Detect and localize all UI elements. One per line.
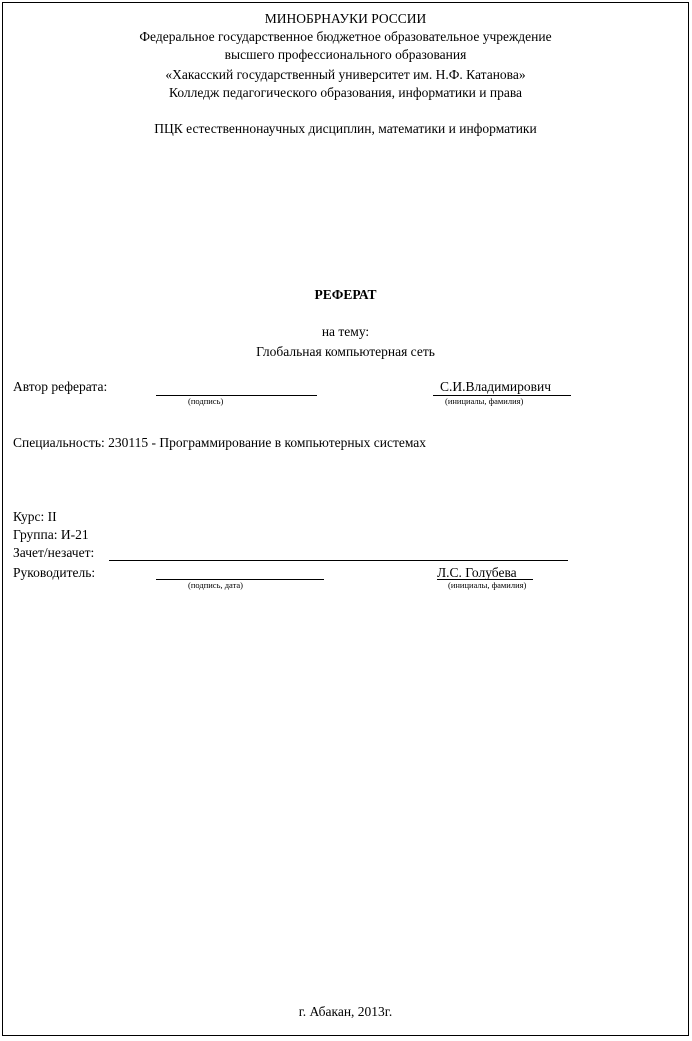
author-name-caption: (инициалы, фамилия) <box>445 396 524 406</box>
supervisor-label: Руководитель: <box>13 565 96 580</box>
institution-line-2: высшего профессионального образования <box>224 47 467 62</box>
ministry-line: МИНОБРНАУКИ РОССИИ <box>264 11 427 26</box>
group: Группа: И-21 <box>13 527 89 542</box>
college-name: Колледж педагогического образования, информатики и права <box>168 85 523 100</box>
department-name: ПЦК естественнонаучных дисциплин, математики и информатики <box>154 121 537 136</box>
title-page <box>2 2 689 1036</box>
author-name: С.И.Владимирович <box>440 379 551 394</box>
supervisor-name-caption: (инициалы, фамилия) <box>448 580 527 590</box>
author-signature-caption: (подпись) <box>188 396 224 406</box>
document-type: РЕФЕРАТ <box>314 287 377 302</box>
institution-line-1: Федеральное государственное бюджетное образовательное учреждение <box>139 29 552 44</box>
pass-line <box>109 560 568 561</box>
supervisor-name: Л.С. Голубева <box>437 565 517 580</box>
specialty: Специальность: 230115 - Программирование в компьютерных системах <box>13 435 427 450</box>
topic-prefix: на тему: <box>321 324 370 339</box>
course: Курс: II <box>13 509 57 524</box>
university-name: «Хакасский государственный университет им. Н.Ф. Катанова» <box>165 67 526 82</box>
author-label: Автор реферата: <box>13 379 108 394</box>
city-year: г. Абакан, 2013г. <box>298 1004 393 1019</box>
pass-label: Зачет/незачет: <box>13 545 95 560</box>
author-signature-line <box>156 395 317 396</box>
supervisor-signature-caption: (подпись, дата) <box>188 580 244 590</box>
topic-title: Глобальная компьютерная сеть <box>256 344 435 359</box>
